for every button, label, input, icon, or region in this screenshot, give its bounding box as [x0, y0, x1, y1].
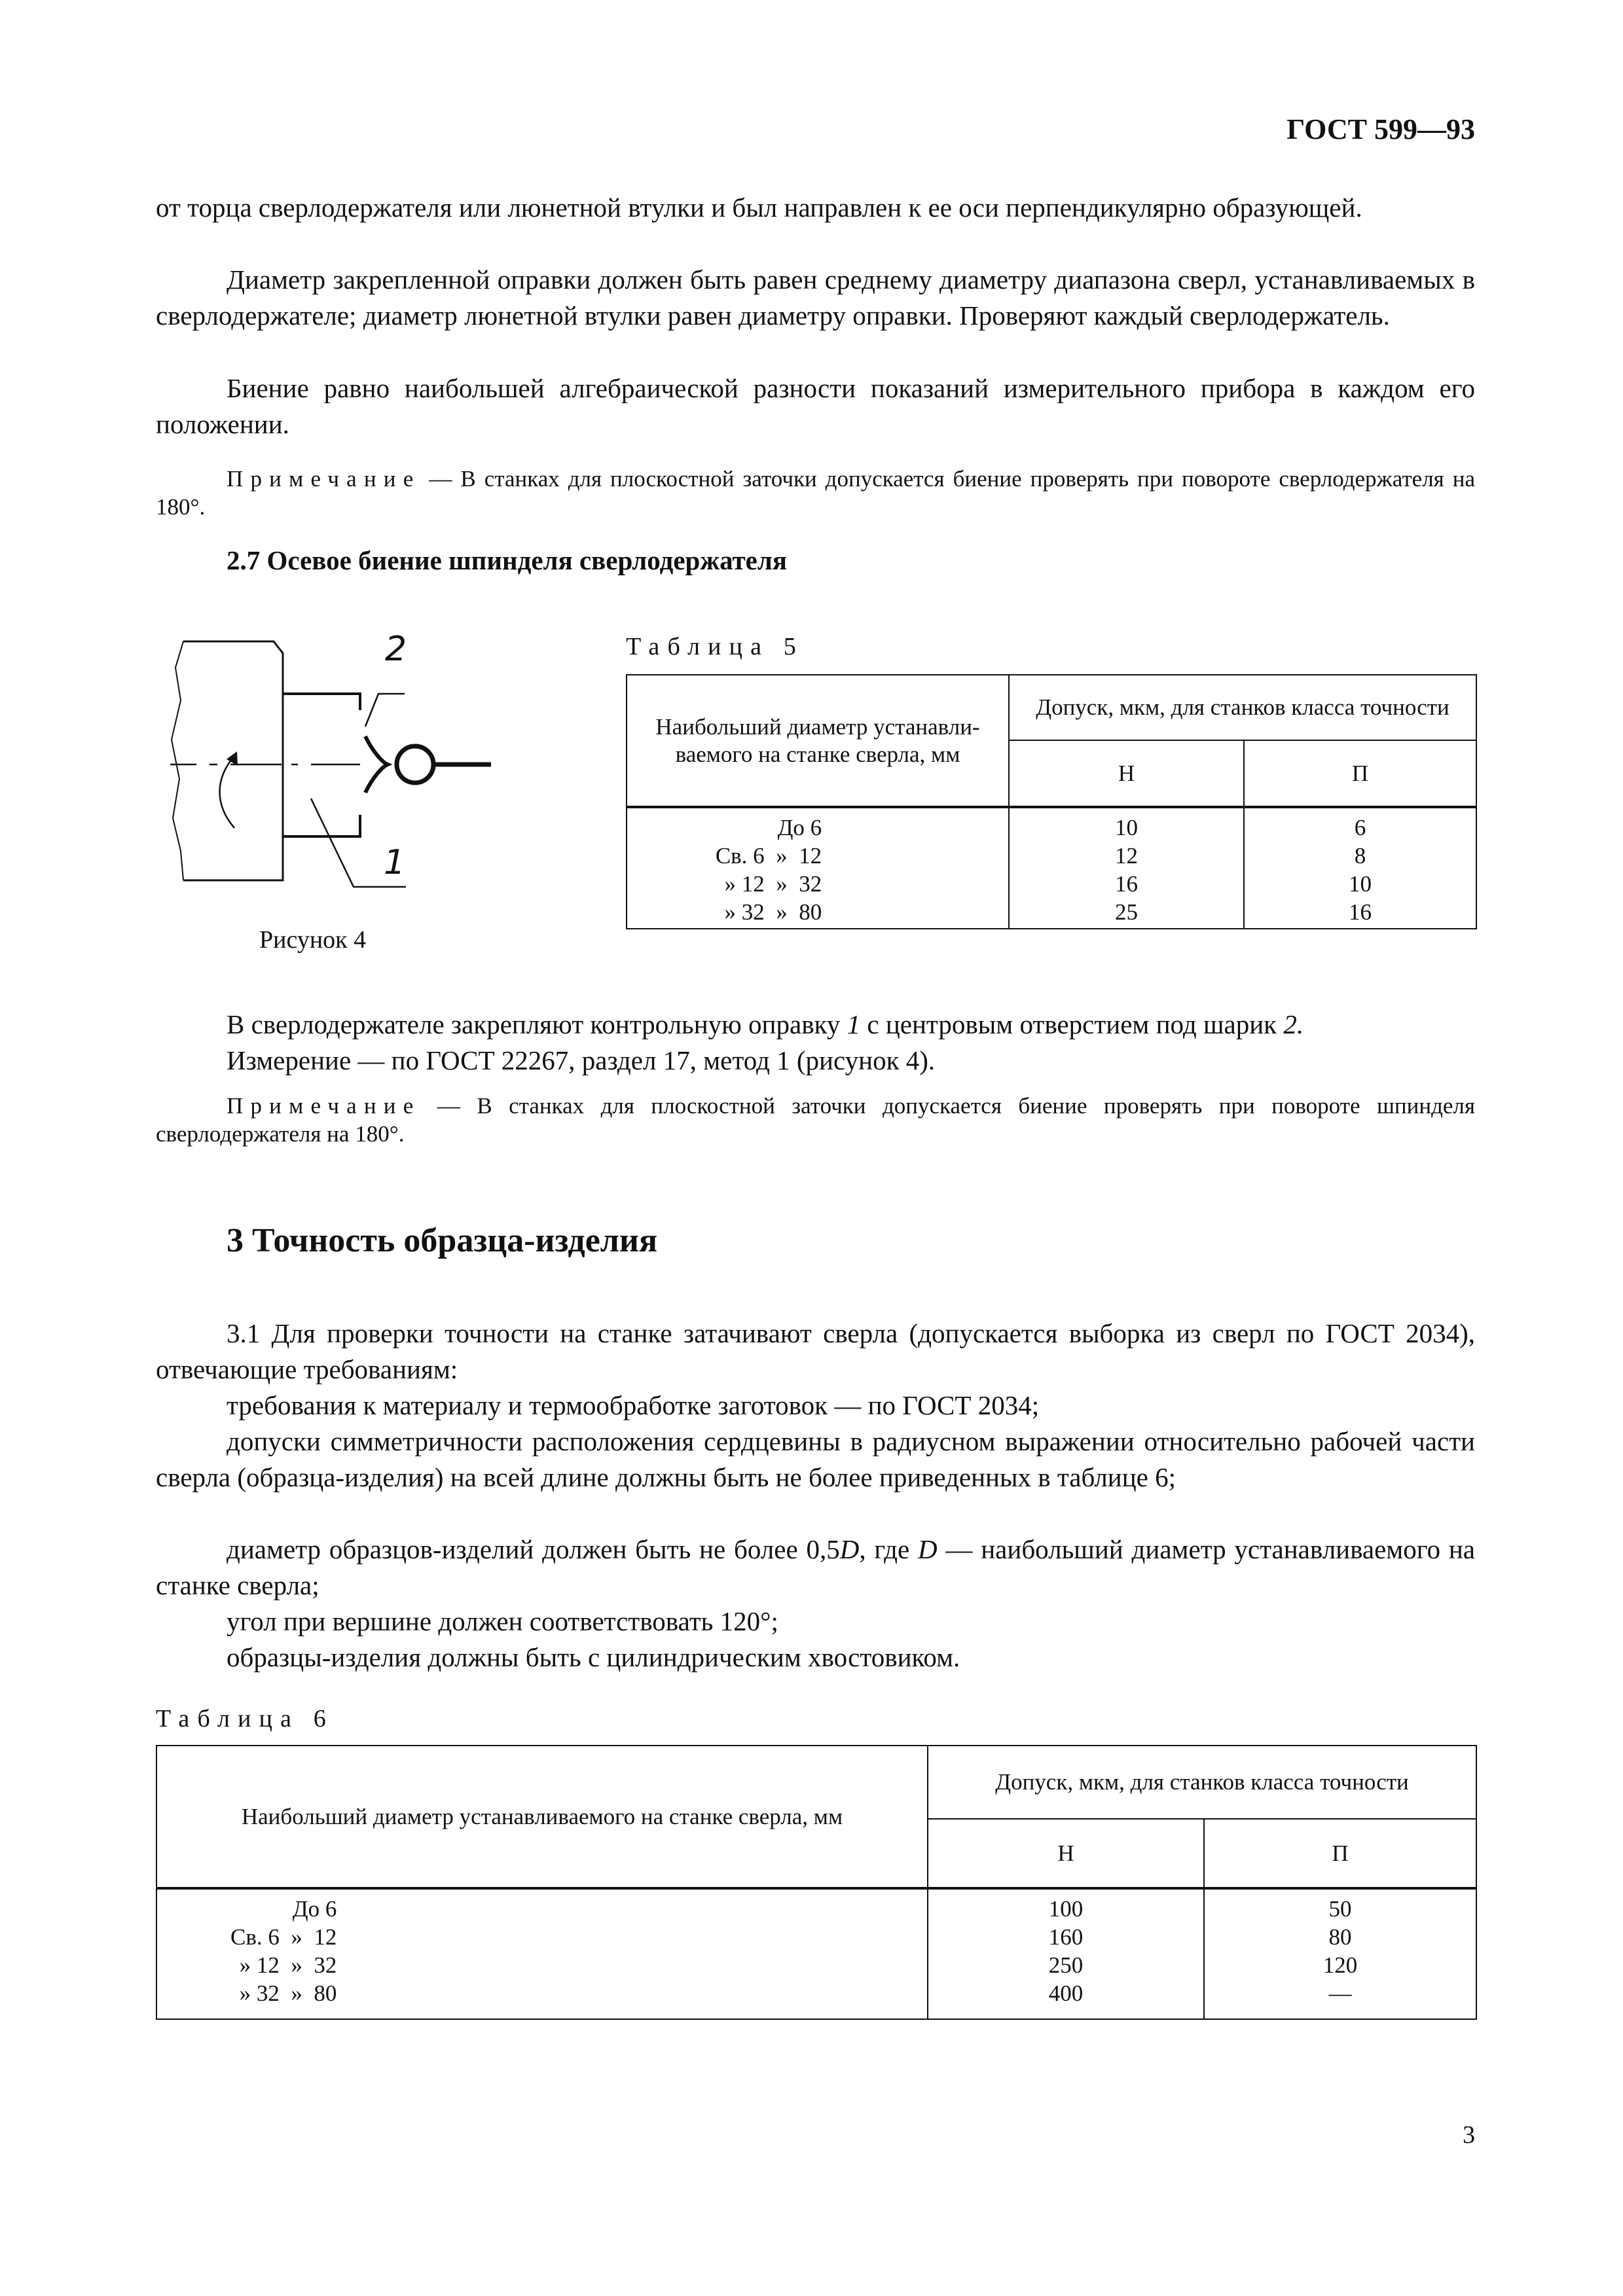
figure-4-diagram	[157, 628, 511, 897]
table-5	[626, 674, 1477, 929]
table-5-h-column: 10 12 16 25	[1009, 807, 1244, 929]
table-row: До 6	[292, 1896, 337, 1922]
table-5-size-column	[627, 807, 1009, 929]
note-text: — В станках для плоскостной заточки допускается биение проверять при повороте сверлодержателя на 180°.	[156, 466, 1475, 520]
table-6-class-h: Н	[928, 1819, 1204, 1888]
section-3-heading: 3 Точность образца-изделия	[227, 1222, 658, 1259]
section-3-paragraph-4: диаметр образцов-изделий должен быть не более 0,5D, где D — наибольший диаметр устанавливаемого на станке сверла;	[156, 1534, 1475, 1600]
table-row: Св. 6 » 12	[230, 1924, 337, 1950]
figure-label-1: 1	[384, 843, 406, 882]
table-5-tolerance-header: Допуск, мкм, для станков класса точности	[1009, 675, 1476, 740]
table-row: Св. 6 » 12	[715, 843, 822, 869]
figure-4-caption: Рисунок 4	[259, 926, 367, 954]
intro-paragraph-3: Биение равно наибольшей алгебраической разности показаний измерительного прибора в каждом его положении.	[156, 373, 1475, 439]
table-6-size-header: Наибольший диаметр устанавливаемого на станке сверла, мм	[156, 1746, 928, 1888]
table-6-title: Таблица 6	[156, 1705, 334, 1732]
section-3-paragraph-6: образцы-изделия должны быть с цилиндрическим хвостовиком.	[227, 1642, 960, 1672]
table-6	[156, 1745, 1477, 2020]
section-2-7-text-b: Измерение — по ГОСТ 22267, раздел 17, метод 1 (рисунок 4).	[227, 1045, 936, 1075]
intro-note	[156, 465, 1475, 521]
intro-paragraph-1: от торца сверлодержателя или люнетной втулки и был направлен к ее оси перпендикулярно образующей.	[156, 192, 1362, 223]
section-3-paragraph-1: 3.1 Для проверки точности на станке затачивают сверла (допускается выборка из сверл по ГОСТ 2034), отвечающие требованиям:	[156, 1318, 1475, 1384]
table-6-tolerance-header: Допуск, мкм, для станков класса точности	[928, 1746, 1476, 1819]
section-3-paragraph-2: требования к материалу и термообработке заготовок — по ГОСТ 2034;	[227, 1390, 1040, 1420]
table-6-h-column: 100 160 250 400	[928, 1888, 1204, 2019]
table-row: » 12 » 32	[239, 1952, 337, 1978]
note-label: Примечание	[227, 466, 421, 492]
table-row: До 6	[777, 815, 822, 840]
section-3-paragraph-5: угол при вершине должен соответствовать 120°;	[227, 1606, 778, 1636]
table-5-class-h: Н	[1009, 740, 1244, 807]
table-row: » 32 » 80	[724, 899, 822, 925]
table-6-size-column	[156, 1888, 928, 2019]
document-code: ГОСТ 599—93	[1286, 113, 1475, 145]
section-2-7-note: Примечание — В станках для плоскостной заточки допускается биение проверять при повороте шпинделя сверлодержателя на 180°.	[156, 1093, 1475, 1147]
table-5-class-p: П	[1244, 740, 1476, 807]
table-row: » 32 » 80	[239, 1981, 337, 2006]
intro-paragraph-2: Диаметр закрепленной оправки должен быть равен среднему диаметру диапазона сверл, устанавливаемых в сверлодержателе; диаметр люнетной втулки равен диаметру оправки. Проверяют каждый сверлодержатель.	[156, 264, 1475, 331]
section-2-7-heading: 2.7 Осевое биение шпинделя сверлодержателя	[227, 545, 788, 575]
section-2-7-text-a: В сверлодержателе закрепляют контрольную оправку 1 с центровым отверстием под шарик 2.	[227, 1009, 1304, 1039]
section-3-paragraph-3: допуски симметричности расположения сердцевины в радиусном выражении относительно рабочей части сверла (образца-изделия) на всей длине должны быть не более приведенных в таблице 6;	[156, 1426, 1475, 1492]
table-row: » 12 » 32	[724, 871, 822, 897]
table-5-size-header: Наибольший диаметр устанавли- ваемого на станке сверла, мм	[627, 675, 1009, 807]
page-number: 3	[1463, 2121, 1475, 2149]
figure-label-2: 2	[385, 630, 407, 669]
table-5-p-column: 6 8 10 16	[1244, 807, 1476, 929]
table-5-title: Таблица 5	[626, 633, 804, 660]
table-6-class-p: П	[1204, 1819, 1476, 1888]
table-6-p-column: 50 80 120 —	[1204, 1888, 1476, 2019]
